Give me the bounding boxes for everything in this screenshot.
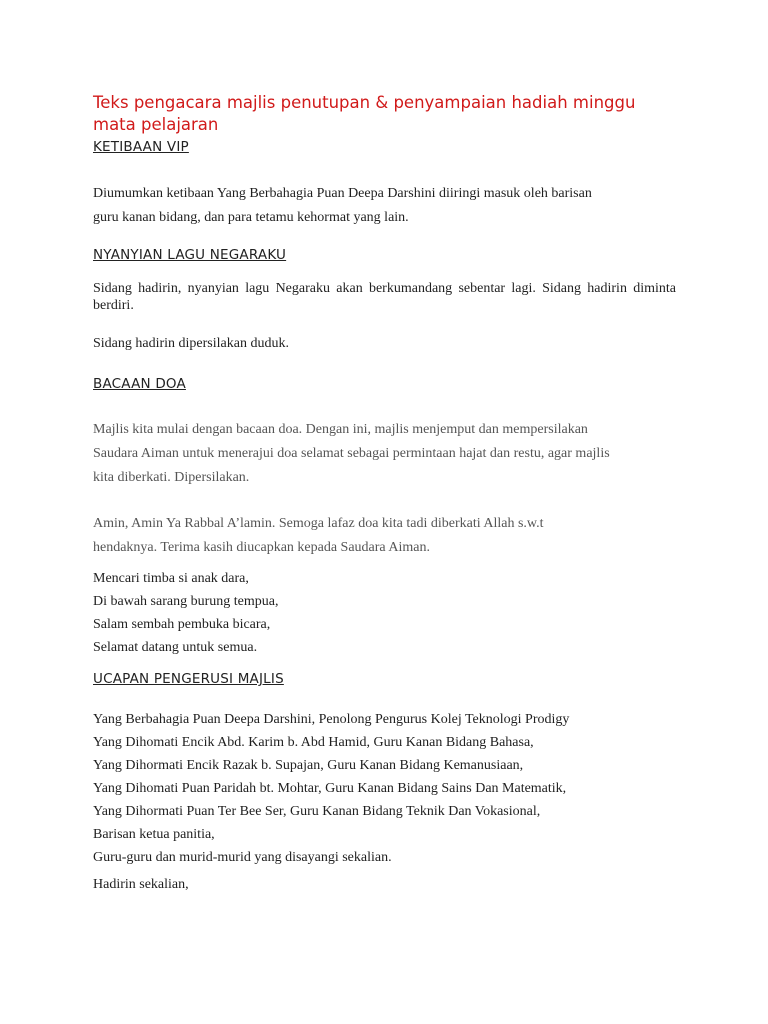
salutation-line: Guru-guru dan murid-murid yang disayangi sekalian. (93, 850, 392, 865)
heading-bacaan-doa: BACAAN DOA (93, 376, 186, 392)
text-line: Majlis kita mulai dengan bacaan doa. Dengan ini, majlis menjemput dan mempersilakan (93, 422, 588, 437)
paragraph-negaraku: Sidang hadirin, nyanyian lagu Negaraku akan berkumandang sebentar lagi. Sidang hadirin diminta berdiri. (93, 281, 676, 313)
paragraph-doa (93, 418, 676, 490)
text-line: Saudara Aiman untuk menerajui doa selamat sebagai permintaan hajat dan restu, agar majlis (93, 446, 610, 461)
heading-ucapan-pengerusi: UCAPAN PENGERUSI MAJLIS (93, 671, 284, 687)
paragraph-amin (93, 512, 676, 560)
text-line: kita diberkati. Dipersilakan. (93, 470, 250, 485)
pantun-line: Selamat datang untuk semua. (93, 640, 258, 655)
heading-ketibaan-vip: KETIBAAN VIP (93, 139, 189, 155)
pantun-line: Salam sembah pembuka bicara, (93, 617, 271, 632)
paragraph-duduk: Sidang hadirin dipersilakan duduk. (93, 336, 289, 351)
document-title: Teks pengacara majlis penutupan & penyampaian hadiah minggu mata pelajaran (93, 93, 636, 134)
paragraph-hadirin: Hadirin sekalian, (93, 877, 189, 892)
text-line: guru kanan bidang, dan para tetamu kehormat yang lain. (93, 210, 409, 225)
heading-nyanyian-negaraku: NYANYIAN LAGU NEGARAKU (93, 247, 287, 263)
salutation-list (93, 708, 676, 869)
paragraph-ketibaan (93, 182, 676, 230)
pantun (93, 567, 676, 659)
salutation-line: Barisan ketua panitia, (93, 827, 215, 842)
salutation-line: Yang Dihomati Encik Abd. Karim b. Abd Hamid, Guru Kanan Bidang Bahasa, (93, 735, 534, 750)
pantun-line: Di bawah sarang burung tempua, (93, 594, 279, 609)
salutation-line: Yang Dihormati Encik Razak b. Supajan, Guru Kanan Bidang Kemanusiaan, (93, 758, 524, 773)
pantun-line: Mencari timba si anak dara, (93, 571, 249, 586)
text-line: Amin, Amin Ya Rabbal A’lamin. Semoga lafaz doa kita tadi diberkati Allah s.w.t (93, 516, 544, 531)
text-line: hendaknya. Terima kasih diucapkan kepada Saudara Aiman. (93, 540, 430, 555)
salutation-line: Yang Dihormati Puan Ter Bee Ser, Guru Kanan Bidang Teknik Dan Vokasional, (93, 804, 541, 819)
salutation-line: Yang Dihomati Puan Paridah bt. Mohtar, Guru Kanan Bidang Sains Dan Matematik, (93, 781, 567, 796)
salutation-line: Yang Berbahagia Puan Deepa Darshini, Penolong Pengurus Kolej Teknologi Prodigy (93, 712, 570, 727)
text-line: Diumumkan ketibaan Yang Berbahagia Puan Deepa Darshini diiringi masuk oleh barisan (93, 186, 592, 201)
